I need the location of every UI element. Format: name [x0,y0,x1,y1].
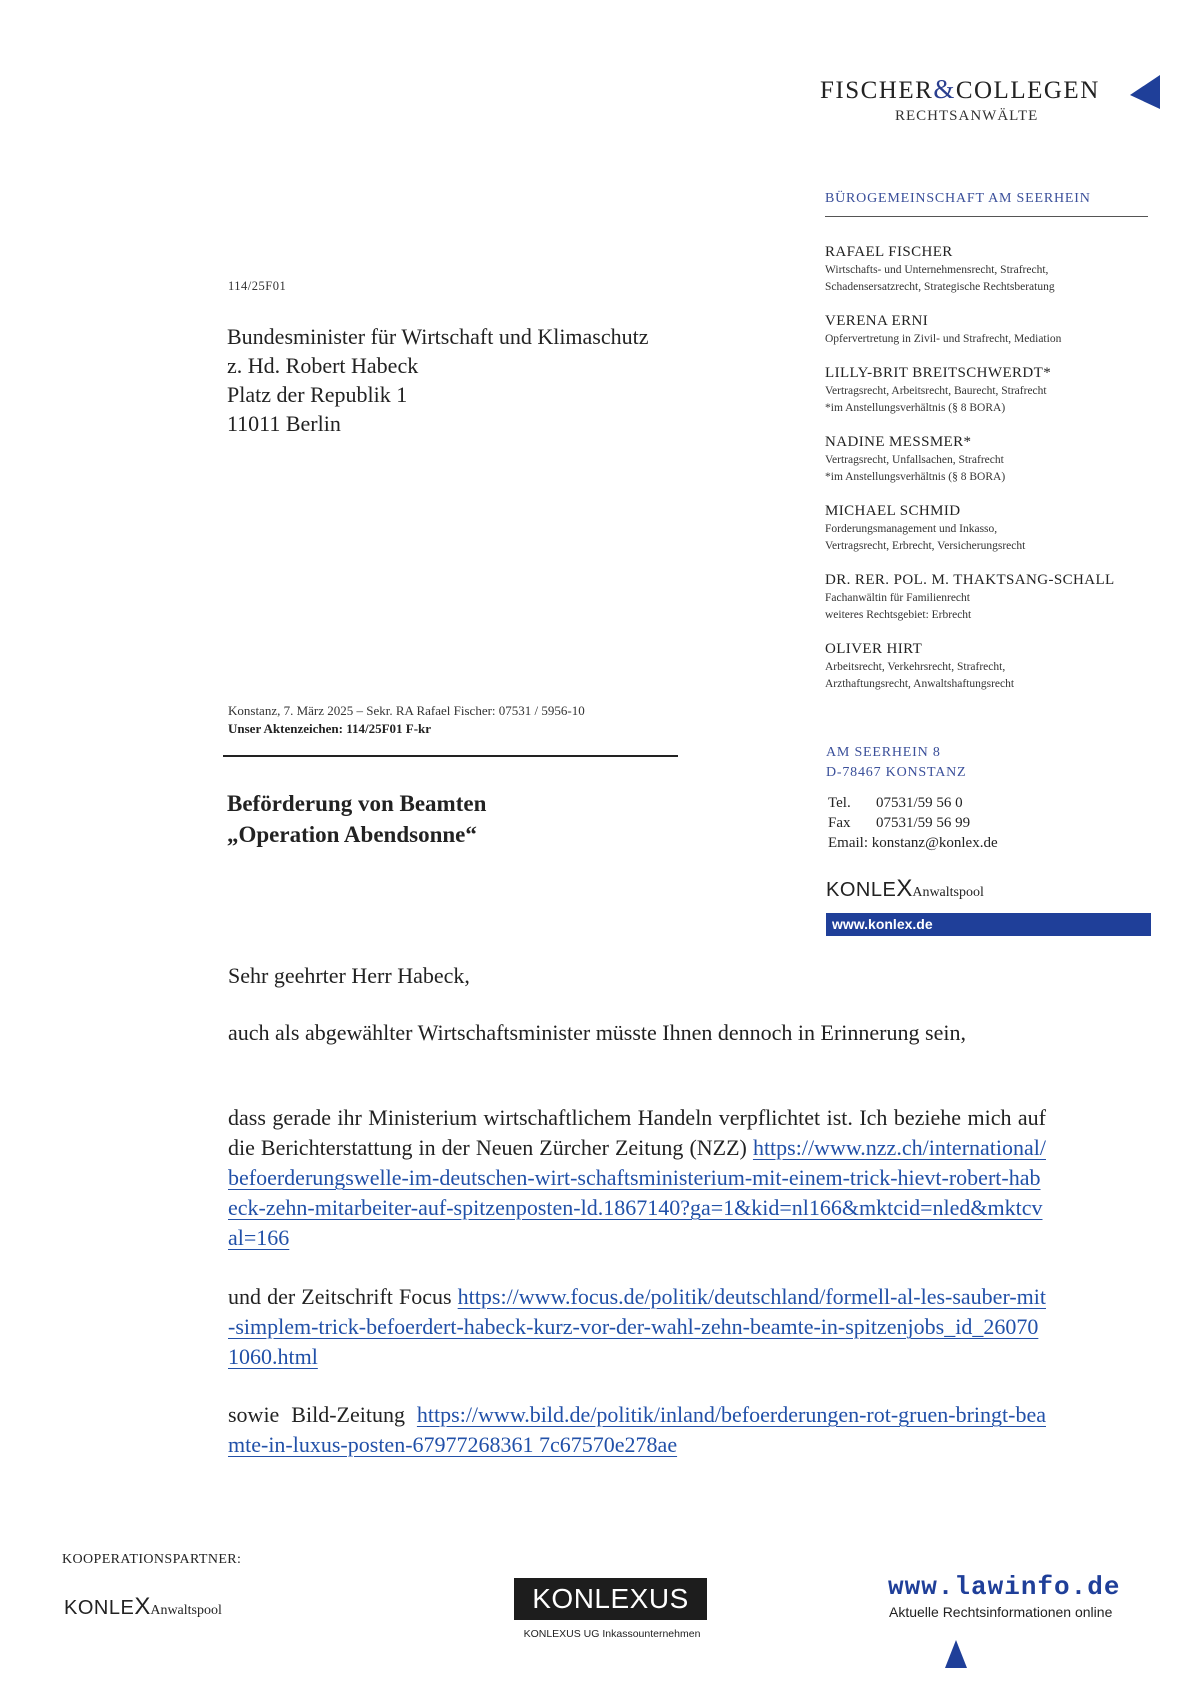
phone-number: 07531/59 56 0 [876,795,963,811]
lawyer-specialty: Fachanwältin für Familienrecht [825,592,970,604]
body-paragraph [228,1282,1046,1372]
lawinfo-url[interactable]: www.lawinfo.de [888,1572,1121,1602]
lawyer-name: LILLY-BRIT BREITSCHWERDT* [825,365,1052,381]
recipient-line: z. Hd. Robert Habeck [227,353,419,378]
lawyer-entry [825,433,1155,486]
konlex-logo-x: X [896,875,913,902]
lawyer-name: NADINE MESSMER* [825,434,972,450]
konlex-footer-logo [64,1593,222,1621]
lawyer-name: MICHAEL SCHMID [825,503,961,519]
firm-name [820,74,1100,105]
letterhead-divider [825,216,1148,217]
lawyer-specialty: *im Anstellungsverhältnis (§ 8 BORA) [825,471,1006,483]
subject-heading [227,788,486,850]
konlexus-logo: KONLEXUS [514,1578,707,1620]
lawyer-name: DR. RER. POL. M. THAKTSANG-SCHALL [825,572,1115,588]
lawyer-specialty: Vertragsrecht, Unfallsachen, Strafrecht [825,454,1004,466]
lawyer-specialty: Vertragsrecht, Erbrecht, Versicherungsrecht [825,540,1026,552]
triangle-up-icon [945,1640,967,1668]
lawyer-entry [825,502,1155,555]
fax-label: Fax [828,815,851,831]
recipient-line: Bundesminister für Wirtschaft und Klimaschutz [227,324,649,349]
paragraph-text: dass gerade ihr Ministerium wirtschaftlichem Handeln verpflichtet ist. Ich beziehe mich auf die Berichterstattung in der Neuen Zürcher Zeitung (NZZ) [228,1105,1046,1160]
konlex-logo-sub: Anwaltspool [912,885,984,900]
contact-phone [828,793,998,813]
lawyer-name: RAFAEL FISCHER [825,244,953,260]
firm-name-left: FISCHER [820,77,934,104]
lawyer-specialty: Forderungsmanagement und Inkasso, [825,523,998,535]
cooperation-partners-label: KOOPERATIONSPARTNER: [62,1552,242,1567]
paragraph-text: sowie Bild-Zeitung [228,1402,405,1427]
recipient-address [227,322,649,438]
body-paragraph: auch als abgewählter Wirtschaftsminister müsste Ihnen dennoch in Erinnerung sein, [228,1020,966,1045]
bild-article-link[interactable]: https://www.bild.de/politik/inland/befoerderungen-rot-gruen-bringt-beamte-in-luxus-posten-67977268361 7c67570e278ae [228,1402,1046,1457]
triangle-left-icon [1130,75,1160,109]
lawyer-name: VERENA ERNI [825,313,929,329]
konlex-logo-x: X [134,1593,151,1620]
lawyer-entry [825,364,1155,417]
lawinfo-tagline: Aktuelle Rechtsinformationen online [889,1604,1113,1620]
contact-block [828,793,998,853]
contact-fax [828,813,998,833]
body-paragraph [228,1103,1046,1253]
lawyer-entry [825,640,1155,693]
fax-number: 07531/59 56 99 [876,815,971,831]
email-label: Email: [828,835,868,851]
phone-label: Tel. [828,795,851,811]
lawyer-specialty: *im Anstellungsverhältnis (§ 8 BORA) [825,402,1006,414]
konlex-logo-main: KONLE [826,879,897,901]
firm-subtitle: RECHTSANWÄLTE [895,108,1039,124]
lawyer-specialty: Arbeitsrecht, Verkehrsrecht, Strafrecht, [825,661,1006,673]
reference-number: 114/25F01 [228,279,287,293]
firm-name-right: COLLEGEN [955,77,1100,104]
recipient-line: Platz der Republik 1 [227,382,408,407]
lawyer-entry [825,571,1155,624]
dateline [228,702,585,738]
body-paragraph [228,1400,1046,1460]
lawyer-entry [825,312,1155,348]
subject-line: „Operation Abendsonne“ [227,822,477,847]
date-and-secretary: Konstanz, 7. März 2025 – Sekr. RA Rafael Fischer: 07531 / 5956-10 [228,703,585,718]
subject-line: Beförderung von Beamten [227,791,487,816]
konlex-logo-sub: Anwaltspool [150,1603,222,1618]
focus-article-link[interactable]: https://www.focus.de/politik/deutschland/formell-al-les-sauber-mit-simplem-trick-befoerdert-habeck-kurz-vor-der-wahl-zehn-beamte-in-spitzenjobs_id_260701060.html [228,1284,1046,1369]
konlexus-tagline: KONLEXUS UG Inkassounternehmen [523,1628,701,1640]
salutation: Sehr geehrter Herr Habeck, [228,963,470,988]
buerogemeinschaft-label: BÜROGEMEINSCHAFT AM SEERHEIN [825,191,1091,206]
lawyer-specialty: Arzthaftungsrecht, Anwaltshaftungsrecht [825,678,1015,690]
address-street: AM SEERHEIN 8 [826,745,941,760]
nzz-article-link[interactable]: https://www.nzz.ch/international/befoerderungswelle-im-deutschen-wirt-schaftsministerium-mit-einem-trick-hievt-robert-habeck-zehn-mitarbeiter-auf-spitzenposten-ld.1867140?ga=1&kid=nl166&mktcid=nled&mktcval=166 [228,1135,1046,1250]
firm-name-ampersand: & [933,74,956,104]
lawyer-entry [825,243,1155,296]
file-reference: Unser Aktenzeichen: 114/25F01 F-kr [228,721,432,736]
lawyer-specialty: weiteres Rechtsgebiet: Erbrecht [825,609,972,621]
konlex-url-link[interactable]: www.konlex.de [826,913,1151,936]
office-address [826,743,966,783]
contact-email [828,833,998,853]
recipient-line: 11011 Berlin [227,411,341,436]
email-address[interactable]: konstanz@konlex.de [871,835,998,851]
subject-divider [223,755,678,757]
lawyer-specialty: Wirtschafts- und Unternehmensrecht, Strafrecht, [825,264,1049,276]
lawyer-specialty: Vertragsrecht, Arbeitsrecht, Baurecht, Strafrecht [825,385,1047,397]
lawyer-specialty: Opfervertretung in Zivil- und Strafrecht, Mediation [825,333,1062,345]
lawyer-specialty: Schadensersatzrecht, Strategische Rechtsberatung [825,281,1055,293]
lawyer-list [825,243,1155,709]
konlex-logo-main: KONLE [64,1597,135,1619]
konlex-logo [826,875,984,903]
paragraph-text: und der Zeitschrift Focus [228,1284,452,1309]
address-city: D-78467 KONSTANZ [826,765,967,780]
lawyer-name: OLIVER HIRT [825,641,923,657]
